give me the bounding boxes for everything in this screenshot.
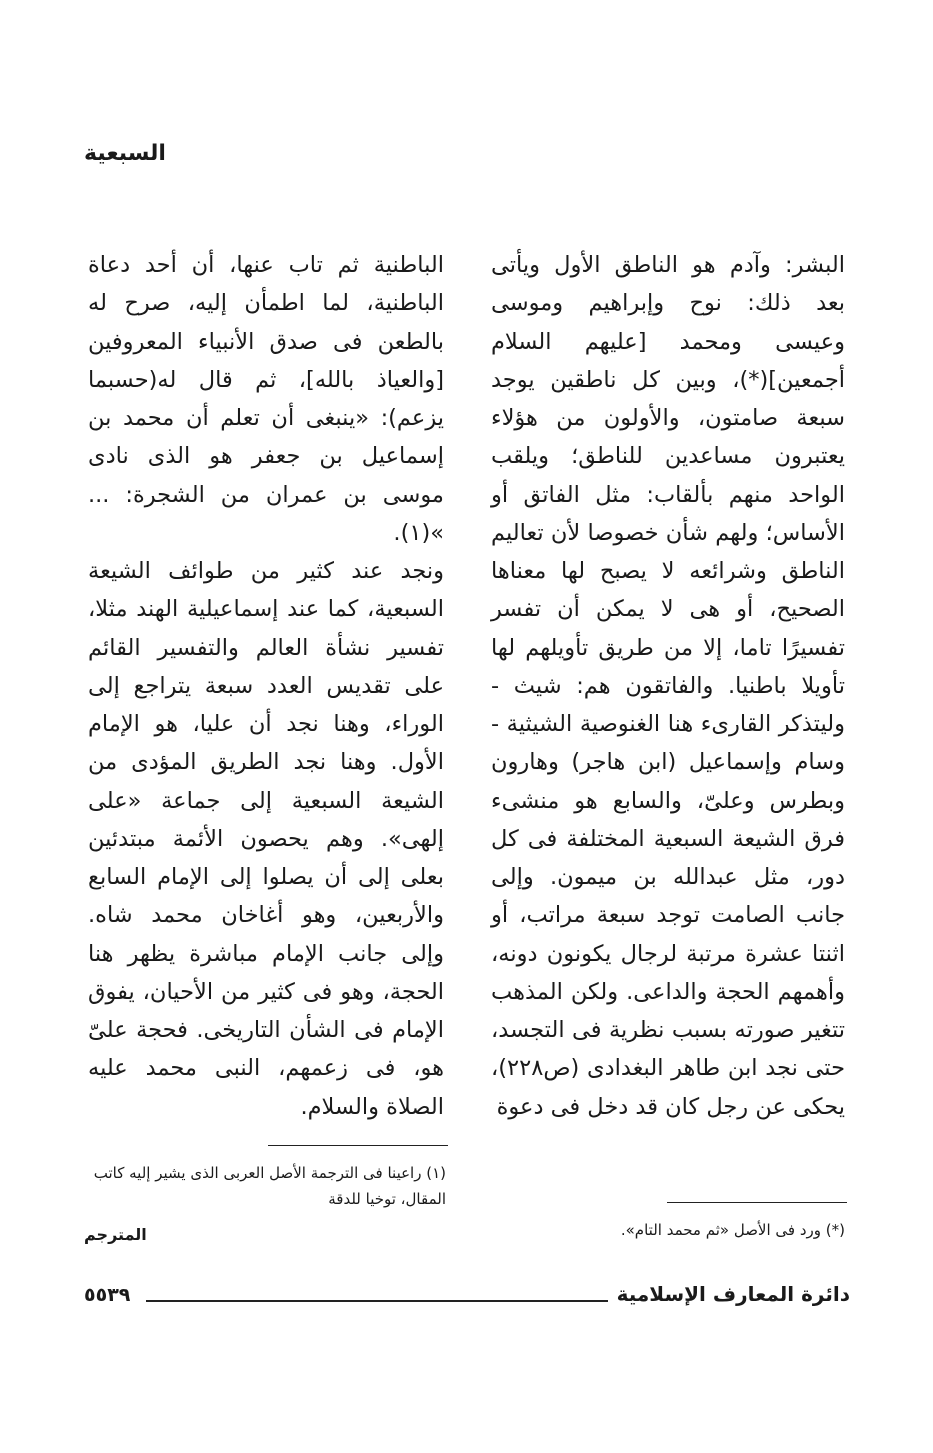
left-column-paragraph-2: ونجد عند كثير من طوائف الشيعة السبعية، كما عند إسماعيلية الهند مثلا، تفسير نشأة العالم والتفسير القائم على تقديس العدد سبعة يتراجع إلى الوراء، وهنا نجد أن عليا، هو الإمام الأول. وهنا نجد الطريق المؤدى من الشيعة السبعية إلى جماعة «على إلهى». وهم يحصون الأئمة مبتدئين بعلى إلى أن يصلوا إلى الإمام السابع والأربعين، وهو أغاخان محمد شاه. وإلى جانب الإمام مباشرة يظهر هنا الحجة، وهو فى كثير من الأحيان، يفوق الإمام فى الشأن التاريخى. فحجة علىّ هو، فى زعمهم، النبى محمد عليه الصلاة والسلام. [88,558,444,1120]
right-text-column [491,246,845,1126]
translator-label: المترجم [84,1225,147,1244]
right-footnote-divider [667,1202,847,1203]
left-text-column [88,246,444,1126]
running-head: السبعية [84,141,166,166]
left-footnote-divider [268,1145,448,1146]
right-column-body: البشر: وآدم هو الناطق الأول ويأتى بعد ذلك: نوح وإبراهيم وموسى وعيسى ومحمد [عليهم السلام أجمعين](*)، وبين كل ناطقين يوجد سبعة صامتون، والأولون من هؤلاء يعتبرون مساعدين للناطق؛ ويلقب الواحد منهم بألقاب: مثل الفاتق أو الأساس؛ ولهم شأن خصوصا لأن تعاليم الناطق وشرائعه لا يصبح لها معناها الصحيح، أو هى لا يمكن أن تفسر تفسيرًا تاما، إلا من طريق تأويلهم لها تأويلا باطنيا. والفاتقون هم: شيث - وليتذكر القارىء هنا الغنوصية الشيثية - وسام وإسماعيل (ابن هاجر) وهارون وبطرس وعلىّ، والسابع هو منشىء فرق الشيعة السبعية المختلفة فى كل دور، مثل عبدالله بن ميمون. وإلى جانب الصامت توجد سبعة مراتب، أو اثنتا عشرة مرتبة لرجال يكونون دونه، وأهمهم الحجة والداعى. ولكن المذهب تتغير صورته بسبب نظرية فى التجسد، حتى نجد ابن طاهر البغدادى (ص٢٢٨)، يحكى عن رجل كان قد دخل فى دعوة [491,252,845,1120]
journal-title: دائرة المعارف الإسلامية [616,1282,850,1306]
footnote-star: (*) ورد فى الأصل «ثم محمد التام». [620,1221,845,1239]
page-footer [84,1284,850,1314]
page-number: ٥٥٣٩ [84,1284,131,1306]
footnote-1: (١) راعينا فى الترجمة الأصل العربى الذى يشير إليه كاتب المقال، توخيا للدقة [93,1164,446,1208]
left-column-paragraph-1: الباطنية ثم تاب عنها، أن أحد دعاة الباطنية، لما اطمأن إليه، صرح له بالطعن فى صدق الأنبياء المعروفين [والعياذ بالله]، ثم قال له(حسبما يزعم): «ينبغى أن تعلم أن محمد بن إسماعيل بن جعفر هو الذى نادى موسى بن عمران من الشجرة: ... »(١). [88,252,444,546]
footer-divider [146,1300,608,1302]
